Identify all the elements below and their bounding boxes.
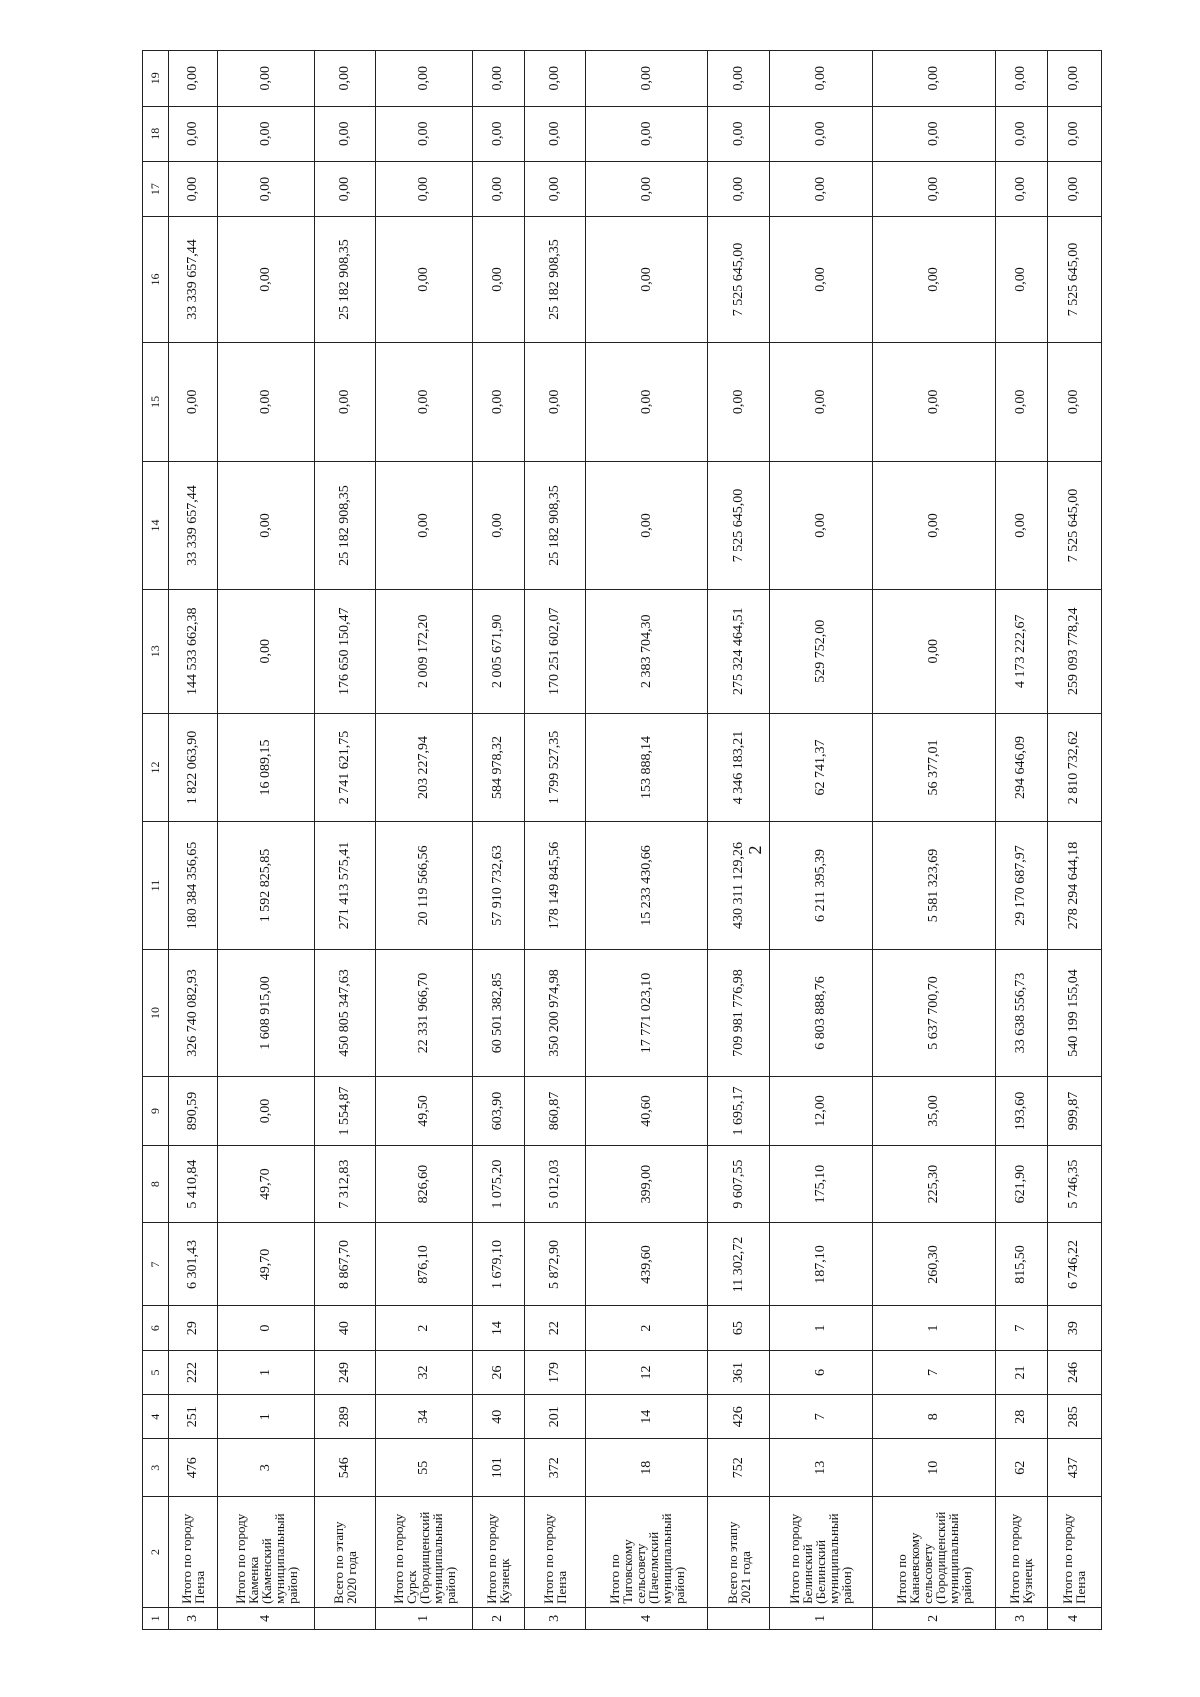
table-row (524, 51, 585, 1630)
table-cell: 203 227,94 (376, 713, 473, 822)
table-cell: 0,00 (376, 217, 473, 342)
table-cell: 0,00 (314, 342, 375, 462)
table-cell: 1 (376, 1607, 473, 1629)
table-cell: 0,00 (218, 51, 315, 107)
header-cell: 16 (143, 217, 169, 342)
table-cell: 0,00 (376, 106, 473, 161)
table-cell: 49,70 (218, 1223, 315, 1306)
table-cell: 12 (585, 1350, 708, 1394)
header-cell: 15 (143, 342, 169, 462)
table-cell: 0,00 (769, 161, 873, 216)
table-cell: 621,90 (995, 1145, 1047, 1223)
table-cell: 153 888,14 (585, 713, 708, 822)
table-cell: 6 301,43 (168, 1223, 217, 1306)
table-cell: 0,00 (472, 462, 524, 589)
table-cell: 815,50 (995, 1223, 1047, 1306)
table-cell: 22 331 966,70 (376, 949, 473, 1076)
header-cell: 9 (143, 1077, 169, 1146)
table-cell: 3 (524, 1607, 585, 1629)
table-cell: 49,50 (376, 1077, 473, 1146)
table-cell: 0,00 (314, 106, 375, 161)
table-cell (314, 1607, 375, 1629)
table-cell: 249 (314, 1350, 375, 1394)
table-cell: 3 (995, 1607, 1047, 1629)
header-cell: 12 (143, 713, 169, 822)
table-cell: 40 (314, 1306, 375, 1350)
table-cell: 175,10 (769, 1145, 873, 1223)
header-cell: 1 (143, 1607, 169, 1629)
table-cell: 17 771 023,10 (585, 949, 708, 1076)
header-cell: 17 (143, 161, 169, 216)
table-cell: 3 (168, 1607, 217, 1629)
table-cell: 372 (524, 1439, 585, 1497)
table-cell: 33 339 657,44 (168, 462, 217, 589)
header-cell: 7 (143, 1223, 169, 1306)
header-cell: 11 (143, 822, 169, 949)
table-cell: 350 200 974,98 (524, 949, 585, 1076)
table-cell: 1 (769, 1607, 873, 1629)
table-row (168, 51, 217, 1630)
table-cell: 0,00 (995, 462, 1047, 589)
table-cell: 603,90 (472, 1077, 524, 1146)
table-cell: 6 (769, 1350, 873, 1394)
header-cell: 2 (143, 1497, 169, 1608)
table-cell: 1 554,87 (314, 1077, 375, 1146)
table-cell: 7 (769, 1395, 873, 1439)
table-cell: 29 170 687,97 (995, 822, 1047, 949)
table-cell: 2 (376, 1306, 473, 1350)
table-cell: 289 (314, 1395, 375, 1439)
table-row (472, 51, 524, 1630)
table-cell: 0,00 (314, 51, 375, 107)
table-cell: 222 (168, 1350, 217, 1394)
row-name-cell: Итого по городу Кузнецк (995, 1497, 1047, 1608)
table-cell: 1 679,10 (472, 1223, 524, 1306)
table-cell: 361 (708, 1350, 769, 1394)
table-cell: 0,00 (873, 589, 996, 713)
page-number: 2 (745, 845, 765, 855)
table-cell: 0,00 (472, 161, 524, 216)
table-cell: 1 608 915,00 (218, 949, 315, 1076)
table-cell: 26 (472, 1350, 524, 1394)
table-cell: 0,00 (769, 106, 873, 161)
table-cell: 0,00 (873, 161, 996, 216)
table-cell: 5 637 700,70 (873, 949, 996, 1076)
table-cell: 294 646,09 (995, 713, 1047, 822)
table-cell: 1 (873, 1306, 996, 1350)
table-cell: 752 (708, 1439, 769, 1497)
table-cell: 0,00 (218, 1077, 315, 1146)
table-cell: 0,00 (472, 106, 524, 161)
header-cell: 6 (143, 1306, 169, 1350)
table-cell: 0,00 (1047, 161, 1101, 216)
table-cell: 1 822 063,90 (168, 713, 217, 822)
table-cell: 14 (585, 1395, 708, 1439)
table-cell: 13 (769, 1439, 873, 1497)
table-cell: 0,00 (472, 342, 524, 462)
table-cell: 0,00 (995, 342, 1047, 462)
table-cell: 1 (218, 1350, 315, 1394)
table-cell: 439,60 (585, 1223, 708, 1306)
table-cell: 28 (995, 1395, 1047, 1439)
table-cell: 193,60 (995, 1077, 1047, 1146)
table-row (1047, 51, 1101, 1630)
table-cell: 0,00 (218, 217, 315, 342)
table-cell: 62 (995, 1439, 1047, 1497)
table-cell: 187,10 (769, 1223, 873, 1306)
table-row (769, 51, 873, 1630)
table-cell: 4 (1047, 1607, 1101, 1629)
table-cell: 0,00 (585, 462, 708, 589)
table-cell: 60 501 382,85 (472, 949, 524, 1076)
table-cell: 20 119 566,56 (376, 822, 473, 949)
table-cell: 426 (708, 1395, 769, 1439)
table-cell: 12,00 (769, 1077, 873, 1146)
table-cell: 8 867,70 (314, 1223, 375, 1306)
table-cell: 0,00 (168, 106, 217, 161)
table-cell: 1 075,20 (472, 1145, 524, 1223)
table-cell: 180 384 356,65 (168, 822, 217, 949)
table-row (708, 51, 769, 1630)
table-cell: 2 383 704,30 (585, 589, 708, 713)
table-cell: 57 910 732,63 (472, 822, 524, 949)
table-cell: 876,10 (376, 1223, 473, 1306)
table-cell: 4 (585, 1607, 708, 1629)
table-cell: 62 741,37 (769, 713, 873, 822)
table-cell: 0,00 (873, 106, 996, 161)
header-cell: 3 (143, 1439, 169, 1497)
table-cell: 709 981 776,98 (708, 949, 769, 1076)
table-cell: 10 (873, 1439, 996, 1497)
row-name-cell: Итого по Тиговскому сельсовету (Пачелмский муниципальный район) (585, 1497, 708, 1608)
table-cell: 170 251 602,07 (524, 589, 585, 713)
table-cell: 6 746,22 (1047, 1223, 1101, 1306)
table-cell: 15 233 430,66 (585, 822, 708, 949)
table-cell: 7 525 645,00 (708, 462, 769, 589)
table-cell: 0,00 (524, 161, 585, 216)
row-name-cell: Всего по этапу 2021 года (708, 1497, 769, 1608)
table-cell: 29 (168, 1306, 217, 1350)
row-name-cell: Итого по городу Пенза (168, 1497, 217, 1608)
table-cell: 14 (472, 1306, 524, 1350)
table-cell: 225,30 (873, 1145, 996, 1223)
header-row (143, 51, 169, 1630)
table-cell: 1 592 825,85 (218, 822, 315, 949)
table-cell: 0,00 (995, 217, 1047, 342)
table-cell: 7 525 645,00 (1047, 462, 1101, 589)
rotated-table-container (142, 50, 1102, 1630)
header-cell: 13 (143, 589, 169, 713)
table-cell: 101 (472, 1439, 524, 1497)
table-cell: 0,00 (524, 342, 585, 462)
table-cell: 4 173 222,67 (995, 589, 1047, 713)
table-cell: 0,00 (873, 342, 996, 462)
table-cell: 6 211 395,39 (769, 822, 873, 949)
table-cell: 2 (873, 1607, 996, 1629)
table-cell: 0,00 (1047, 106, 1101, 161)
table-cell: 5 872,90 (524, 1223, 585, 1306)
table-cell: 33 638 556,73 (995, 949, 1047, 1076)
table-cell: 25 182 908,35 (314, 462, 375, 589)
header-cell: 18 (143, 106, 169, 161)
table-cell: 430 311 129,26 (708, 822, 769, 949)
table-cell: 890,59 (168, 1077, 217, 1146)
table-cell: 2 741 621,75 (314, 713, 375, 822)
table-cell: 285 (1047, 1395, 1101, 1439)
table-cell: 0,00 (769, 217, 873, 342)
table-cell: 259 093 778,24 (1047, 589, 1101, 713)
table-cell: 1 799 527,35 (524, 713, 585, 822)
table-cell: 25 182 908,35 (314, 217, 375, 342)
row-name-cell: Итого по городу Пенза (1047, 1497, 1101, 1608)
table-cell: 39 (1047, 1306, 1101, 1350)
table-cell: 1 695,17 (708, 1077, 769, 1146)
table-cell: 0,00 (995, 161, 1047, 216)
table-cell: 2 810 732,62 (1047, 713, 1101, 822)
table-cell: 22 (524, 1306, 585, 1350)
table-cell: 540 199 155,04 (1047, 949, 1101, 1076)
table-cell: 1 (218, 1395, 315, 1439)
table-cell: 0,00 (708, 161, 769, 216)
table-cell: 476 (168, 1439, 217, 1497)
table-cell: 0,00 (708, 51, 769, 107)
table-cell: 0,00 (1047, 51, 1101, 107)
table-cell: 0,00 (585, 51, 708, 107)
table-cell: 0,00 (376, 51, 473, 107)
table-cell: 11 302,72 (708, 1223, 769, 1306)
table-cell: 7 (873, 1350, 996, 1394)
table-cell: 0,00 (168, 51, 217, 107)
table-cell: 2 009 172,20 (376, 589, 473, 713)
table-cell: 399,00 (585, 1145, 708, 1223)
table-cell: 251 (168, 1395, 217, 1439)
table-cell: 56 377,01 (873, 713, 996, 822)
table-cell: 0,00 (995, 51, 1047, 107)
table-cell: 55 (376, 1439, 473, 1497)
table-cell: 0,00 (769, 342, 873, 462)
table-cell: 144 533 662,38 (168, 589, 217, 713)
table-cell: 4 (218, 1607, 315, 1629)
row-name-cell: Итого по Канаевскому сельсовету (Городищенский муниципальный район) (873, 1497, 996, 1608)
table-cell: 3 (218, 1439, 315, 1497)
data-table (142, 50, 1102, 1630)
header-cell: 19 (143, 51, 169, 107)
table-cell: 0,00 (585, 161, 708, 216)
table-cell: 5 410,84 (168, 1145, 217, 1223)
table-row (376, 51, 473, 1630)
table-cell: 2 005 671,90 (472, 589, 524, 713)
table-cell: 32 (376, 1350, 473, 1394)
table-cell: 5 012,03 (524, 1145, 585, 1223)
table-cell: 34 (376, 1395, 473, 1439)
table-cell: 40 (472, 1395, 524, 1439)
table-row (995, 51, 1047, 1630)
table-cell: 0 (218, 1306, 315, 1350)
row-name-cell: Итого по городу Каменка (Каменский муниципальный район) (218, 1497, 315, 1608)
table-cell: 860,87 (524, 1077, 585, 1146)
table-cell: 584 978,32 (472, 713, 524, 822)
row-name-cell: Итого по городу Пенза (524, 1497, 585, 1608)
table-cell: 7 (995, 1306, 1047, 1350)
table-cell: 4 346 183,21 (708, 713, 769, 822)
table-cell: 0,00 (585, 342, 708, 462)
table-cell: 7 525 645,00 (1047, 217, 1101, 342)
table-cell: 201 (524, 1395, 585, 1439)
header-cell: 5 (143, 1350, 169, 1394)
table-cell: 5 581 323,69 (873, 822, 996, 949)
table-cell: 49,70 (218, 1145, 315, 1223)
table-cell: 0,00 (995, 106, 1047, 161)
table-cell (708, 1607, 769, 1629)
table-row (873, 51, 996, 1630)
table-cell: 25 182 908,35 (524, 217, 585, 342)
table-cell: 0,00 (168, 161, 217, 216)
row-name-cell: Всего по этапу 2020 года (314, 1497, 375, 1608)
table-cell: 0,00 (873, 217, 996, 342)
table-cell: 0,00 (218, 462, 315, 589)
table-cell: 0,00 (168, 342, 217, 462)
table-cell: 0,00 (708, 342, 769, 462)
table-cell: 25 182 908,35 (524, 462, 585, 589)
header-cell: 14 (143, 462, 169, 589)
table-cell: 35,00 (873, 1077, 996, 1146)
table-cell: 7 312,83 (314, 1145, 375, 1223)
table-cell: 0,00 (218, 161, 315, 216)
table-cell: 9 607,55 (708, 1145, 769, 1223)
table-cell: 176 650 150,47 (314, 589, 375, 713)
table-cell: 2 (585, 1306, 708, 1350)
table-row (218, 51, 315, 1630)
header-cell: 8 (143, 1145, 169, 1223)
table-cell: 529 752,00 (769, 589, 873, 713)
table-cell: 0,00 (873, 462, 996, 589)
table-cell: 0,00 (218, 342, 315, 462)
table-cell: 0,00 (376, 161, 473, 216)
row-name-cell: Итого по городу Белинский (Белинский муниципальный район) (769, 1497, 873, 1608)
table-cell: 0,00 (472, 217, 524, 342)
table-cell: 0,00 (769, 51, 873, 107)
table-cell: 1 (769, 1306, 873, 1350)
table-cell: 271 413 575,41 (314, 822, 375, 949)
table-cell: 8 (873, 1395, 996, 1439)
table-cell: 21 (995, 1350, 1047, 1394)
table-cell: 0,00 (524, 106, 585, 161)
table-cell: 65 (708, 1306, 769, 1350)
table-cell: 179 (524, 1350, 585, 1394)
table-cell: 0,00 (1047, 342, 1101, 462)
row-name-cell: Итого по городу Сурск (Городищенский муниципальный район) (376, 1497, 473, 1608)
table-row (585, 51, 708, 1630)
table-cell: 2 (472, 1607, 524, 1629)
table-cell: 5 746,35 (1047, 1145, 1101, 1223)
table-cell: 0,00 (376, 462, 473, 589)
table-cell: 546 (314, 1439, 375, 1497)
table-cell: 246 (1047, 1350, 1101, 1394)
table-cell: 437 (1047, 1439, 1101, 1497)
table-cell: 40,60 (585, 1077, 708, 1146)
row-name-cell: Итого по городу Кузнецк (472, 1497, 524, 1608)
table-cell: 16 089,15 (218, 713, 315, 822)
table-cell: 0,00 (376, 342, 473, 462)
header-cell: 4 (143, 1395, 169, 1439)
table-cell: 0,00 (314, 161, 375, 216)
table-cell: 0,00 (873, 51, 996, 107)
table-cell: 0,00 (769, 462, 873, 589)
header-cell: 10 (143, 949, 169, 1076)
table-cell: 260,30 (873, 1223, 996, 1306)
table-cell: 7 525 645,00 (708, 217, 769, 342)
table-cell: 0,00 (524, 51, 585, 107)
table-cell: 826,60 (376, 1145, 473, 1223)
table-cell: 33 339 657,44 (168, 217, 217, 342)
table-cell: 275 324 464,51 (708, 589, 769, 713)
table-cell: 450 805 347,63 (314, 949, 375, 1076)
table-cell: 0,00 (218, 106, 315, 161)
table-cell: 278 294 644,18 (1047, 822, 1101, 949)
table-cell: 178 149 845,56 (524, 822, 585, 949)
table-cell: 326 740 082,93 (168, 949, 217, 1076)
table-cell: 6 803 888,76 (769, 949, 873, 1076)
table-cell: 999,87 (1047, 1077, 1101, 1146)
table-cell: 0,00 (585, 106, 708, 161)
table-row (314, 51, 375, 1630)
table-cell: 18 (585, 1439, 708, 1497)
table-cell: 0,00 (472, 51, 524, 107)
table-cell: 0,00 (218, 589, 315, 713)
table-cell: 0,00 (708, 106, 769, 161)
table-cell: 0,00 (585, 217, 708, 342)
